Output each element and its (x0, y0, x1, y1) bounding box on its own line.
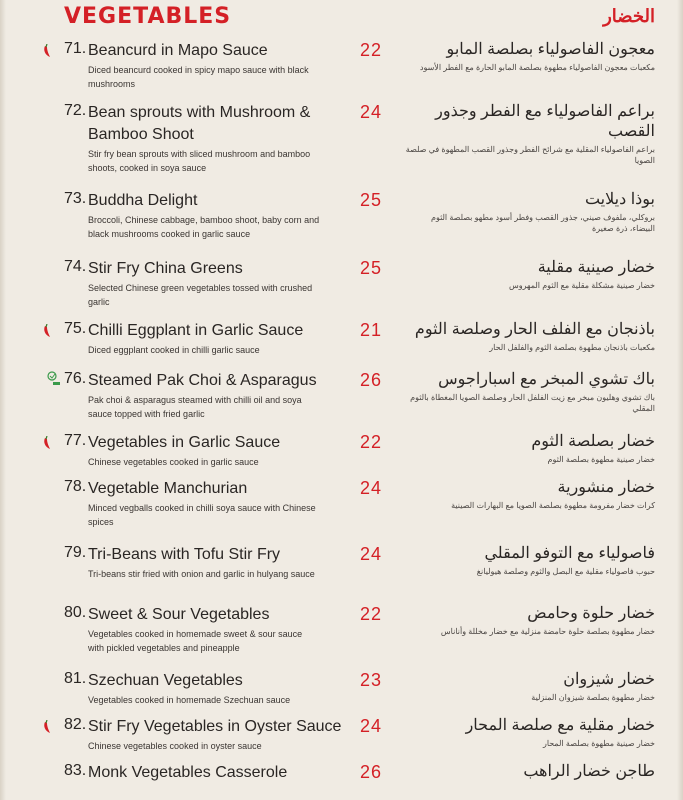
item-name-ar (405, 258, 655, 291)
item-price: 26 (360, 762, 383, 782)
item-name-en (88, 544, 358, 581)
item-name-ar-text: خضار مقلية مع صلصة المحار (465, 717, 655, 734)
section-title-en: VEGETABLES (64, 4, 232, 29)
item-name-ar-text: بوذا ديلايت (584, 191, 655, 208)
item-name-en-text: Stir Fry China Greens (88, 260, 243, 277)
item-description-ar: باك تشوي وهليون مبخر مع زيت الفلفل الحار وصلصة الصويا المغطاة بالثوم المقلي (410, 393, 655, 413)
item-name-ar-text: خضار منشورية (557, 479, 655, 496)
item-description-ar: براعم الفاصولياء المقلية مع شرائح الفطر وجذور القصب المطهوة في صلصة الصويا (405, 145, 655, 165)
section-title-ar: الخضار (603, 6, 655, 26)
item-name-en (88, 670, 358, 707)
item-name-en (88, 762, 358, 784)
item-name-en (88, 40, 358, 91)
item-name-en-text: Steamed Pak Choi & Asparagus (88, 372, 317, 389)
item-name-ar (405, 102, 655, 166)
item-name-ar (405, 432, 655, 465)
item-name-en-text: Beancurd in Mapo Sauce (88, 42, 268, 59)
item-description-en: Tri-beans stir fried with onion and garlic in hulyang sauce (88, 569, 315, 579)
item-number: 76. (64, 370, 87, 387)
item-name-ar (405, 320, 655, 353)
item-name-en (88, 102, 358, 175)
item-name-ar-text: طاجن خضار الراهب (523, 763, 655, 780)
item-number: 73. (64, 190, 87, 207)
item-number: 82. (64, 716, 87, 733)
item-description-en: Diced beancurd cooked in spicy mapo sauce with black mushrooms (88, 65, 309, 89)
item-name-en-text: Bean sprouts with Mushroom & Bamboo Shoot (88, 104, 311, 143)
item-description-en: Chinese vegetables cooked in oyster sauce (88, 741, 262, 751)
item-name-en-text: Stir Fry Vegetables in Oyster Sauce (88, 718, 342, 735)
item-name-en-text: Szechuan Vegetables (88, 672, 243, 689)
item-price: 21 (360, 320, 383, 340)
item-name-ar-text: معجون الفاصولياء بصلصة المابو (446, 41, 655, 58)
item-description-en: Pak choi & asparagus steamed with chilli oil and soya sauce topped with fried garlic (88, 395, 302, 419)
item-name-en (88, 258, 358, 309)
item-description-en: Diced eggplant cooked in chilli garlic sauce (88, 345, 260, 355)
item-name-en-text: Monk Vegetables Casserole (88, 764, 288, 781)
item-description-en: Vegetables cooked in homemade Szechuan sauce (88, 695, 291, 705)
item-name-ar-text: باك تشوي المبخر مع اسباراجوس (438, 371, 655, 388)
item-number: 78. (64, 478, 87, 495)
page-edge-left (0, 0, 6, 800)
item-name-en (88, 190, 358, 241)
chili-icon (42, 44, 54, 58)
item-number: 81. (64, 670, 87, 687)
item-price: 22 (360, 604, 383, 624)
item-price: 26 (360, 370, 383, 390)
item-name-ar (405, 478, 655, 511)
item-name-ar (405, 370, 655, 414)
item-description-ar: خضار مطهوة بصلصة شيزوان المنزلية (531, 693, 655, 702)
item-number: 80. (64, 604, 87, 621)
item-name-en-text: Tri-Beans with Tofu Stir Fry (88, 546, 281, 563)
item-description-ar: خضار صينية مطهوة بصلصة المحار (542, 739, 655, 748)
chili-icon (42, 436, 54, 450)
item-number: 74. (64, 258, 87, 275)
item-description-ar: خضار صينية مطهوة بصلصة الثوم (547, 455, 655, 464)
item-name-en (88, 432, 358, 469)
item-description-ar: كرات خضار مفرومة مطهوة بصلصة الصويا مع البهارات الصينية (451, 501, 655, 510)
item-name-en-text: Vegetable Manchurian (88, 480, 248, 497)
item-description-ar: بروكلي، ملفوف صيني، جذور القصب وفطر أسود مطهو بصلصة الثوم البيضاء، ذرة صغيرة (430, 213, 655, 233)
item-description-en: Broccoli, Chinese cabbage, bamboo shoot, baby corn and black mushrooms cooked in garlic sauce (88, 215, 320, 239)
item-description-ar: مكعبات معجون الفاصولياء مطهوة بصلصة المابو الحارة مع الفطر الأسود (419, 63, 655, 72)
item-number: 75. (64, 320, 87, 337)
item-price: 22 (360, 40, 383, 60)
item-description-ar: خضار مطهوة بصلصة حلوة حامضة منزلية مع خضار مخللة وأناناس (440, 627, 655, 636)
item-price: 24 (360, 102, 383, 122)
item-price: 25 (360, 190, 383, 210)
item-description-en: Minced vegballs cooked in chilli soya sauce with Chinese spices (88, 503, 316, 527)
item-name-ar (405, 544, 655, 577)
item-name-ar-text: خضار صينية مقلية (537, 259, 655, 276)
item-number: 72. (64, 102, 87, 119)
item-name-en-text: Chilli Eggplant in Garlic Sauce (88, 322, 304, 339)
item-description-en: Vegetables cooked in homemade sweet & sour sauce with pickled vegetables and pineapple (88, 629, 303, 653)
item-name-ar-text: خضار بصلصة الثوم (531, 433, 655, 450)
item-price: 24 (360, 478, 383, 498)
item-name-ar (405, 762, 655, 782)
item-name-en (88, 716, 358, 753)
item-name-ar-text: فاصولياء مع التوفو المقلي (484, 545, 655, 562)
item-name-ar-text: براعم الفاصولياء مع الفطر وجذور القصب (435, 103, 655, 140)
item-number: 79. (64, 544, 87, 561)
item-name-en (88, 370, 358, 421)
item-name-en-text: Vegetables in Garlic Sauce (88, 434, 281, 451)
item-price: 23 (360, 670, 383, 690)
item-name-ar-text: خضار شيزوان (563, 671, 655, 688)
item-description-en: Selected Chinese green vegetables tossed with crushed garlic (88, 283, 313, 307)
item-name-en (88, 320, 358, 357)
item-name-ar-text: باذنجان مع الفلف الحار وصلصة الثوم (414, 321, 655, 338)
item-description-en: Chinese vegetables cooked in garlic sauce (88, 457, 259, 467)
item-name-en (88, 478, 358, 529)
item-name-en (88, 604, 358, 655)
item-name-ar (405, 40, 655, 73)
item-description-ar: حبوب فاصولياء مقلية مع البصل والثوم وصلصة هيوليانغ (476, 567, 655, 576)
page-edge-right (677, 0, 683, 800)
item-number: 71. (64, 40, 87, 57)
item-price: 24 (360, 544, 383, 564)
chili-icon (42, 324, 54, 338)
item-name-ar (405, 190, 655, 234)
item-price: 25 (360, 258, 383, 278)
item-name-ar (405, 716, 655, 749)
healthy-option-icon (46, 370, 62, 386)
item-price: 24 (360, 716, 383, 736)
item-name-en-text: Sweet & Sour Vegetables (88, 606, 270, 623)
chili-icon (42, 720, 54, 734)
item-name-ar-text: خضار حلوة وحامض (527, 605, 655, 622)
item-description-en: Stir fry bean sprouts with sliced mushroom and bamboo shoots, cooked in soya sauce (88, 149, 311, 173)
item-description-ar: خضار صينية مشكلة مقلية مع الثوم المهروس (508, 281, 655, 290)
item-number: 83. (64, 762, 87, 779)
item-price: 22 (360, 432, 383, 452)
item-name-en-text: Buddha Delight (88, 192, 198, 209)
item-description-ar: مكعبات باذنجان مطهوة بصلصة الثوم والفلفل الحار (489, 343, 655, 352)
item-name-ar (405, 670, 655, 703)
item-number: 77. (64, 432, 87, 449)
item-name-ar (405, 604, 655, 637)
